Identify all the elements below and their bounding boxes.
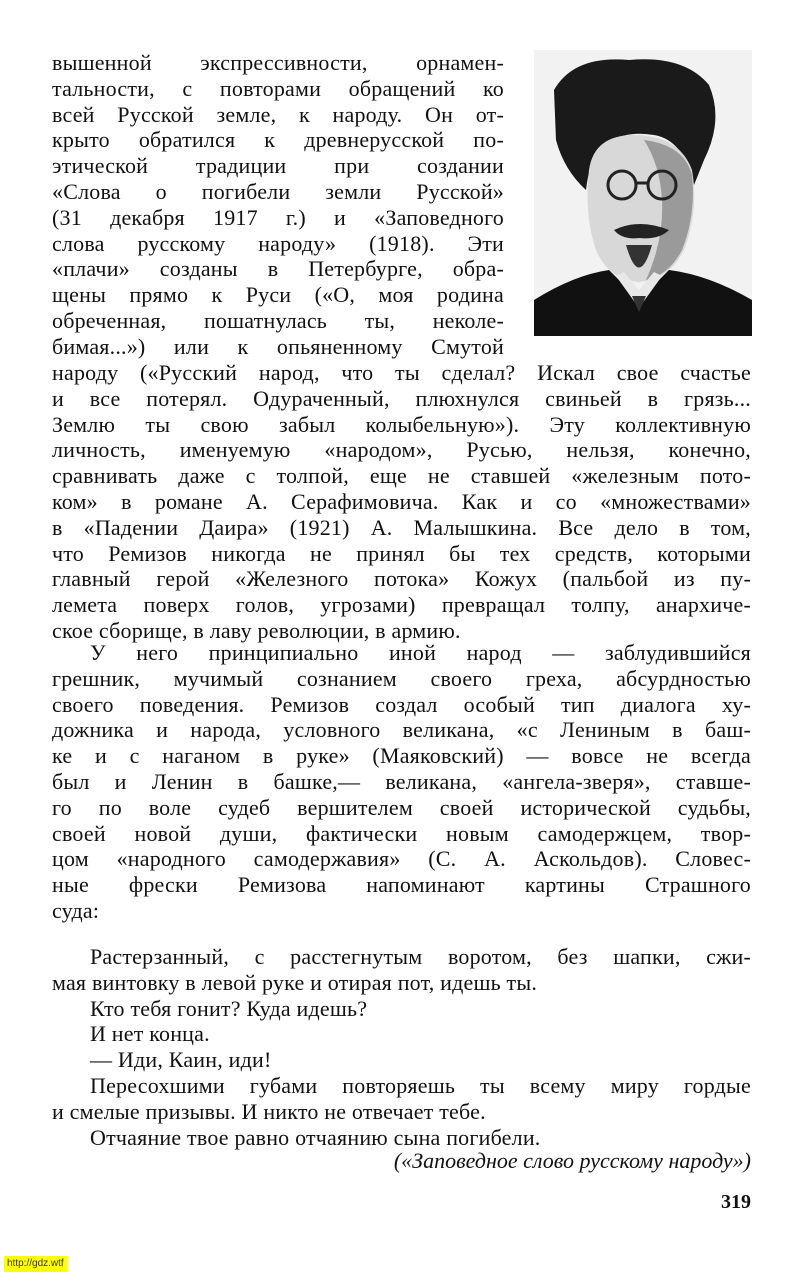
text-line: дожника и народа, условного великана, «с Лениным в баш- — [52, 717, 751, 743]
text-line: цом «народного самодержавия» (С. А. Аскольдов). Словес- — [52, 846, 751, 872]
portrait-photo — [534, 50, 752, 336]
text-line: го по воле судеб вершителем своей исторической судьбы, — [52, 794, 751, 820]
quote-line: Кто тебя гонит? Куда идешь? — [90, 995, 368, 1021]
text-line: сравнивать даже с толпой, еще не ставшей «железным пото- — [52, 463, 751, 489]
text-line: обреченная, пошатнулась ты, неколе- — [52, 308, 504, 333]
text-line: бимая...») или к опьяненному Смутой — [52, 333, 504, 359]
quote-line: Растерзанный, с расстегнутым воротом, без шапки, сжи- — [90, 944, 751, 969]
text-line: вышенной экспрессивности, орнамен- — [52, 50, 504, 75]
text-line: Землю ты свою забыл колыбельную»). Эту коллективную — [52, 411, 751, 437]
text-line: ком» в романе А. Серафимовича. Как и со «множествами» — [52, 489, 751, 514]
text-line: «Слова о погибели земли Русской» — [52, 179, 504, 204]
text-line: слова русскому народу» (1918). Эти — [52, 230, 504, 256]
text-line: всей Русской земле, к народу. Он от- — [52, 101, 504, 127]
quote-line: И нет конца. — [90, 1021, 210, 1047]
quote-line: и смелые призывы. И никто не отвечает тебе. — [52, 1098, 486, 1124]
text-line: этической традиции при создании — [52, 153, 504, 179]
text-line: суда: — [52, 898, 100, 923]
text-line: что Ремизов никогда не принял бы тех средств, которыми — [52, 540, 751, 566]
text-line: в «Падении Даира» (1921) А. Малышкина. Все дело в том, — [52, 514, 751, 540]
text-line: крыто обратился к древнерусской по- — [52, 127, 504, 153]
text-line: (31 декабря 1917 г.) и «Заповедного — [52, 204, 504, 230]
quote-line: — Иди, Каин, иди! — [90, 1047, 272, 1073]
quote-line: мая винтовку в левой руке и отирая пот, идешь ты. — [52, 969, 538, 995]
text-line: ское сборище, в лаву революции, в армию. — [52, 618, 461, 643]
page-number: 319 — [721, 1191, 751, 1213]
text-line: народу («Русский народ, что ты сделал? Искал свое счастье — [52, 360, 751, 385]
quote-source: («Заповедное слово русскому народу») — [393, 1148, 751, 1173]
text-line: У него принципиально иной народ — заблудившийся — [90, 640, 751, 665]
text-line: и все потерял. Одураченный, плюхнулся свиньей в грязь... — [52, 385, 751, 411]
text-line: грешник, мучимый сознанием своего греха, абсурдностью — [52, 665, 751, 691]
text-line: был и Ленин в башке,— великана, «ангела-зверя», ставше- — [52, 769, 751, 794]
text-line: своего поведения. Ремизов создал особый тип диалога ху- — [52, 691, 751, 717]
text-line: главный герой «Железного потока» Кожух (пальбой из пу- — [52, 566, 751, 592]
text-line: лемета поверх голов, угрозами) превращал толпу, анархиче- — [52, 592, 751, 618]
text-line: ке и с наганом в руке» (Маяковский) — вовсе не всегда — [52, 743, 751, 769]
text-line: «плачи» созданы в Петербурге, обра- — [52, 256, 504, 282]
watermark-link[interactable]: http://gdz.wtf — [4, 1256, 67, 1272]
quote-line: Отчаяние твое равно отчаянию сына погибели. — [90, 1124, 541, 1150]
text-line: щены прямо к Руси («О, моя родина — [52, 282, 504, 308]
text-line: ные фрески Ремизова напоминают картины Страшного — [52, 872, 751, 898]
text-line: тальности, с повторами обращений ко — [52, 75, 504, 101]
author-portrait — [534, 50, 752, 336]
quote-line: Пересохшими губами повторяешь ты всему миру гордые — [90, 1073, 751, 1098]
text-line: личность, именуемую «народом», Русью, нельзя, конечно, — [52, 437, 751, 463]
text-line: своей новой души, фактически новым самодержцем, твор- — [52, 820, 751, 846]
